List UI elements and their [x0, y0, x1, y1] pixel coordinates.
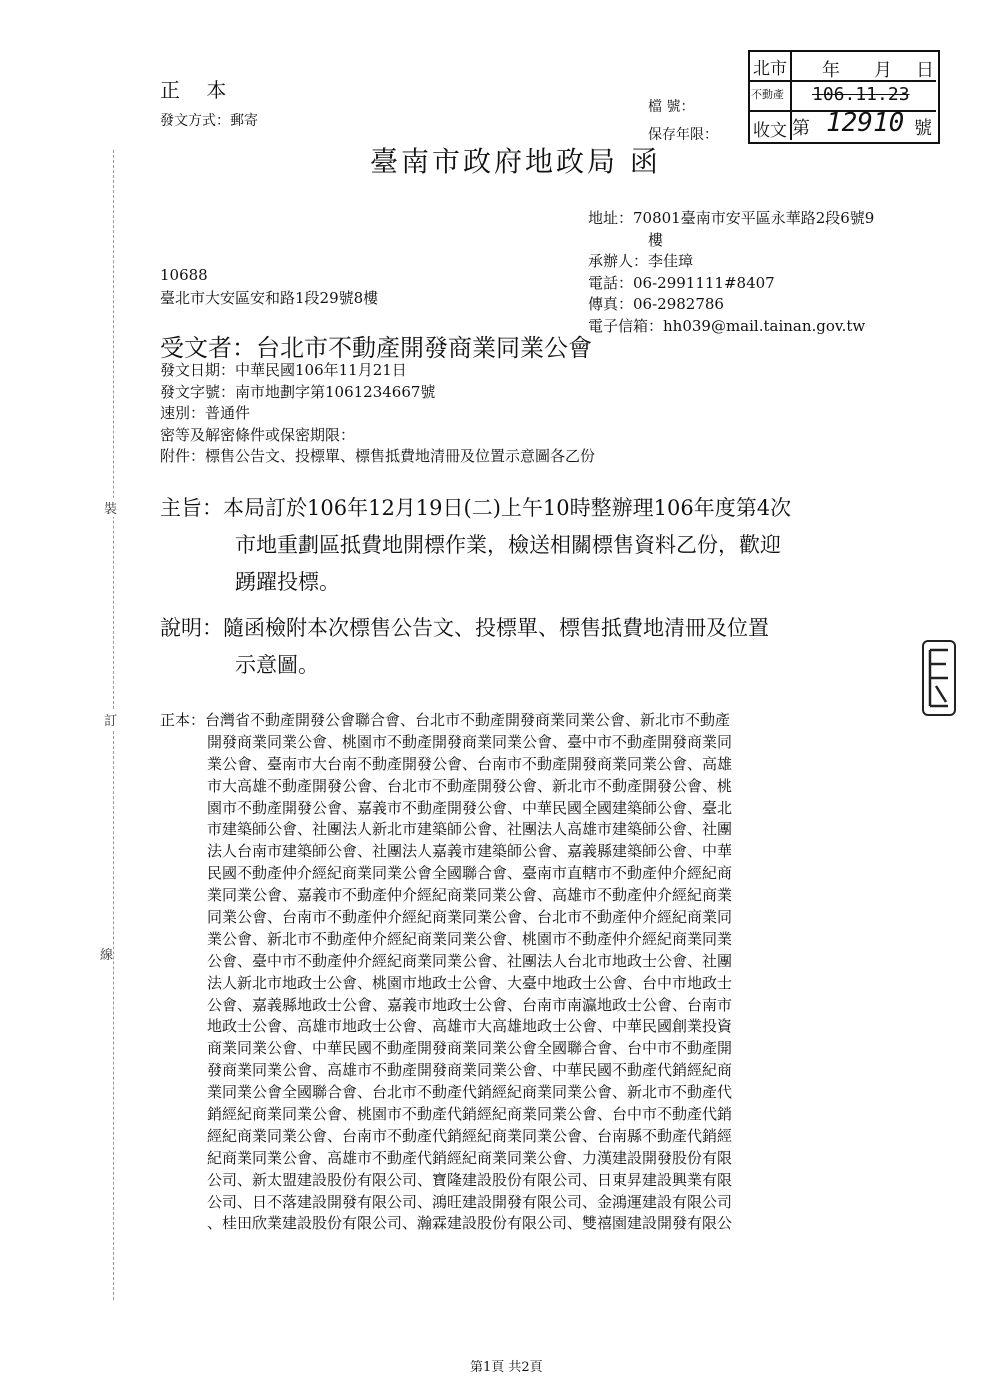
contact-officer: 承辦人：李佳璋 [588, 252, 694, 270]
cc-line: 發商業同業公會、高雄市不動產開發商業同業公會、中華民國不動產代銷經紀商 [207, 1061, 733, 1080]
stamp-number: 12910 [826, 108, 905, 138]
cc-line: 業同業公會全國聯合會、台北市不動產代銷經紀商業同業公會、新北市不動產代 [207, 1083, 733, 1102]
binding-mark-xian: 線 [100, 944, 113, 963]
cc-line: 公會、嘉義縣地政士公會、嘉義市地政士公會、台南市南瀛地政士公會、台南市 [207, 995, 733, 1014]
retention-period-label: 保存年限： [648, 127, 718, 143]
dispatch-classification: 密等及解密條件或保密期限： [160, 425, 356, 444]
cc-line: 同業公會、台南市不動產仲介經紀商業同業公會、台北市不動產仲介經紀商業同 [207, 908, 733, 927]
cc-line: 園市不動產開發公會、嘉義市不動產開發公會、中華民國全國建築師公會、臺北 [207, 798, 733, 817]
stamp-date: 106.11.23 [812, 84, 910, 105]
cc-line: 公司、日不落建設開發有限公司、鴻旺建設開發有限公司、金鴻運建設有限公司 [207, 1192, 733, 1211]
cc-line: 市建築師公會、社團法人新北市建築師公會、社團法人高雄市建築師公會、社團 [207, 820, 733, 839]
stamp-day: 日 [916, 60, 934, 81]
cc-line: 開發商業同業公會、桃園市不動產開發商業同業公會、臺中市不動產開發商業同 [207, 732, 733, 751]
stamp-no-suffix: 號 [914, 118, 932, 139]
send-method: 發文方式：郵寄 [160, 113, 258, 129]
dispatch-ref-no: 發文字號：南市地劃字第1061234667號 [160, 382, 436, 401]
cc-line: 地政士公會、高雄市地政士公會、高雄市大高雄地政士公會、中華民國創業投資 [207, 1017, 733, 1036]
cc-line: 法人台南市建築師公會、社團法人嘉義市建築師公會、嘉義縣建築師公會、中華 [207, 842, 733, 861]
cc-line: 紀商業同業公會、高雄市不動產代銷經紀商業同業公會、力漢建設開發股份有限 [207, 1148, 733, 1167]
stamp-month: 月 [874, 60, 892, 81]
recipient-zip: 10688 [160, 266, 208, 284]
binding-mark-zhuang: 裝 [104, 498, 117, 517]
stamp-org-bot: 收文 [753, 121, 787, 141]
subject-block [160, 490, 791, 601]
explanation-line-1: 說明：隨函檢附本次標售公告文、投標單、標售抵費地清冊及位置 [160, 616, 769, 640]
contact-address-2: 樓 [648, 230, 664, 249]
binding-mark-ding: 訂 [104, 710, 117, 729]
side-seal-mark [922, 640, 956, 716]
cc-line: 公會、臺中市不動產仲介經紀商業同業公會、社團法人台北市地政士公會、社團 [207, 951, 733, 970]
cc-line: 經紀商業同業公會、台南市不動產代銷經紀商業同業公會、台南縣不動產代銷經 [207, 1126, 733, 1145]
stamp-org-mid: 不動產 [751, 88, 784, 101]
contact-email: 電子信箱：hh039@mail.tainan.gov.tw [588, 316, 866, 335]
cc-line: 公司、新太盟建設股份有限公司、寶隆建設股份有限公司、日東昇建設興業有限 [207, 1170, 733, 1189]
cc-line: 業公會、新北市不動產仲介經紀商業同業公會、桃園市不動產仲介經紀商業同業 [207, 929, 733, 948]
cc-line: 正本：台灣省不動產開發公會聯合會、台北市不動產開發商業同業公會、新北市不動產 [160, 711, 731, 729]
explanation-block [160, 610, 769, 684]
recipient-address: 臺北市大安區安和路1段29號8樓 [160, 289, 379, 307]
cc-line: 、桂田欣業建設股份有限公司、瀚霖建設股份有限公司、雙禧園建設開發有限公 [207, 1214, 733, 1233]
cc-line: 業同業公會、嘉義市不動產仲介經紀商業同業公會、高雄市不動產仲介經紀商業 [207, 886, 733, 905]
contact-block [588, 208, 874, 337]
dispatch-speed: 速別：普通件 [160, 404, 251, 422]
subject-line-1: 主旨：本局訂於106年12月19日(二)上午10時整辦理106年度第4次 [160, 496, 792, 520]
cc-line: 市大高雄不動產開發公會、台北市不動產開發公會、新北市不動產開發公會、桃 [207, 776, 733, 795]
dispatch-date: 發文日期：中華民國106年11月21日 [160, 361, 407, 379]
recipient-line: 受文者：台北市不動產開發商業同業公會 [160, 334, 592, 362]
cc-line: 民國不動產仲介經紀商業同業公會全國聯合會、臺南市直轄市不動產仲介經紀商 [207, 864, 733, 883]
subject-line-2: 市地重劃區抵費地開標作業，檢送相關標售資料乙份，歡迎 [235, 533, 781, 557]
copy-label: 正 本 [160, 78, 237, 102]
seal-glyph-icon [924, 642, 954, 714]
dispatch-attachments: 附件：標售公告文、投標單、標售抵費地清冊及位置示意圖各乙份 [160, 447, 596, 465]
cc-line: 法人新北市地政士公會、桃園市地政士公會、大臺中地政士公會、台中市地政士 [207, 973, 733, 992]
stamp-no-prefix: 第 [792, 118, 810, 139]
archive-number-label: 檔 號： [648, 99, 695, 115]
contact-phone: 電話：06-2991111#8407 [588, 273, 775, 292]
stamp-org-top: 北市 [753, 59, 787, 79]
cc-line: 銷經紀商業同業公會、桃園市不動產代銷經紀商業同業公會、台中市不動產代銷 [207, 1105, 733, 1124]
receipt-stamp [748, 50, 940, 144]
explanation-line-2: 示意圖。 [235, 653, 319, 677]
cc-list [160, 710, 732, 1235]
cc-line: 業公會、臺南市大台南不動產開發公會、台南市不動產開發商業同業公會、高雄 [207, 754, 733, 773]
stamp-year: 年 [822, 60, 840, 81]
dispatch-meta [160, 360, 595, 468]
contact-fax: 傳真：06-2982786 [588, 295, 724, 313]
contact-address-1: 地址：70801臺南市安平區永華路2段6號9 [588, 209, 875, 227]
page-footer: 第1頁 共2頁 [470, 1360, 543, 1375]
cc-line: 商業同業公會、中華民國不動產開發商業同業公會全國聯合會、台中市不動產開 [207, 1039, 733, 1058]
subject-line-3: 踴躍投標。 [235, 570, 340, 594]
stamp-divider-1 [750, 80, 936, 82]
document-title: 臺南市政府地政局 函 [370, 145, 661, 178]
